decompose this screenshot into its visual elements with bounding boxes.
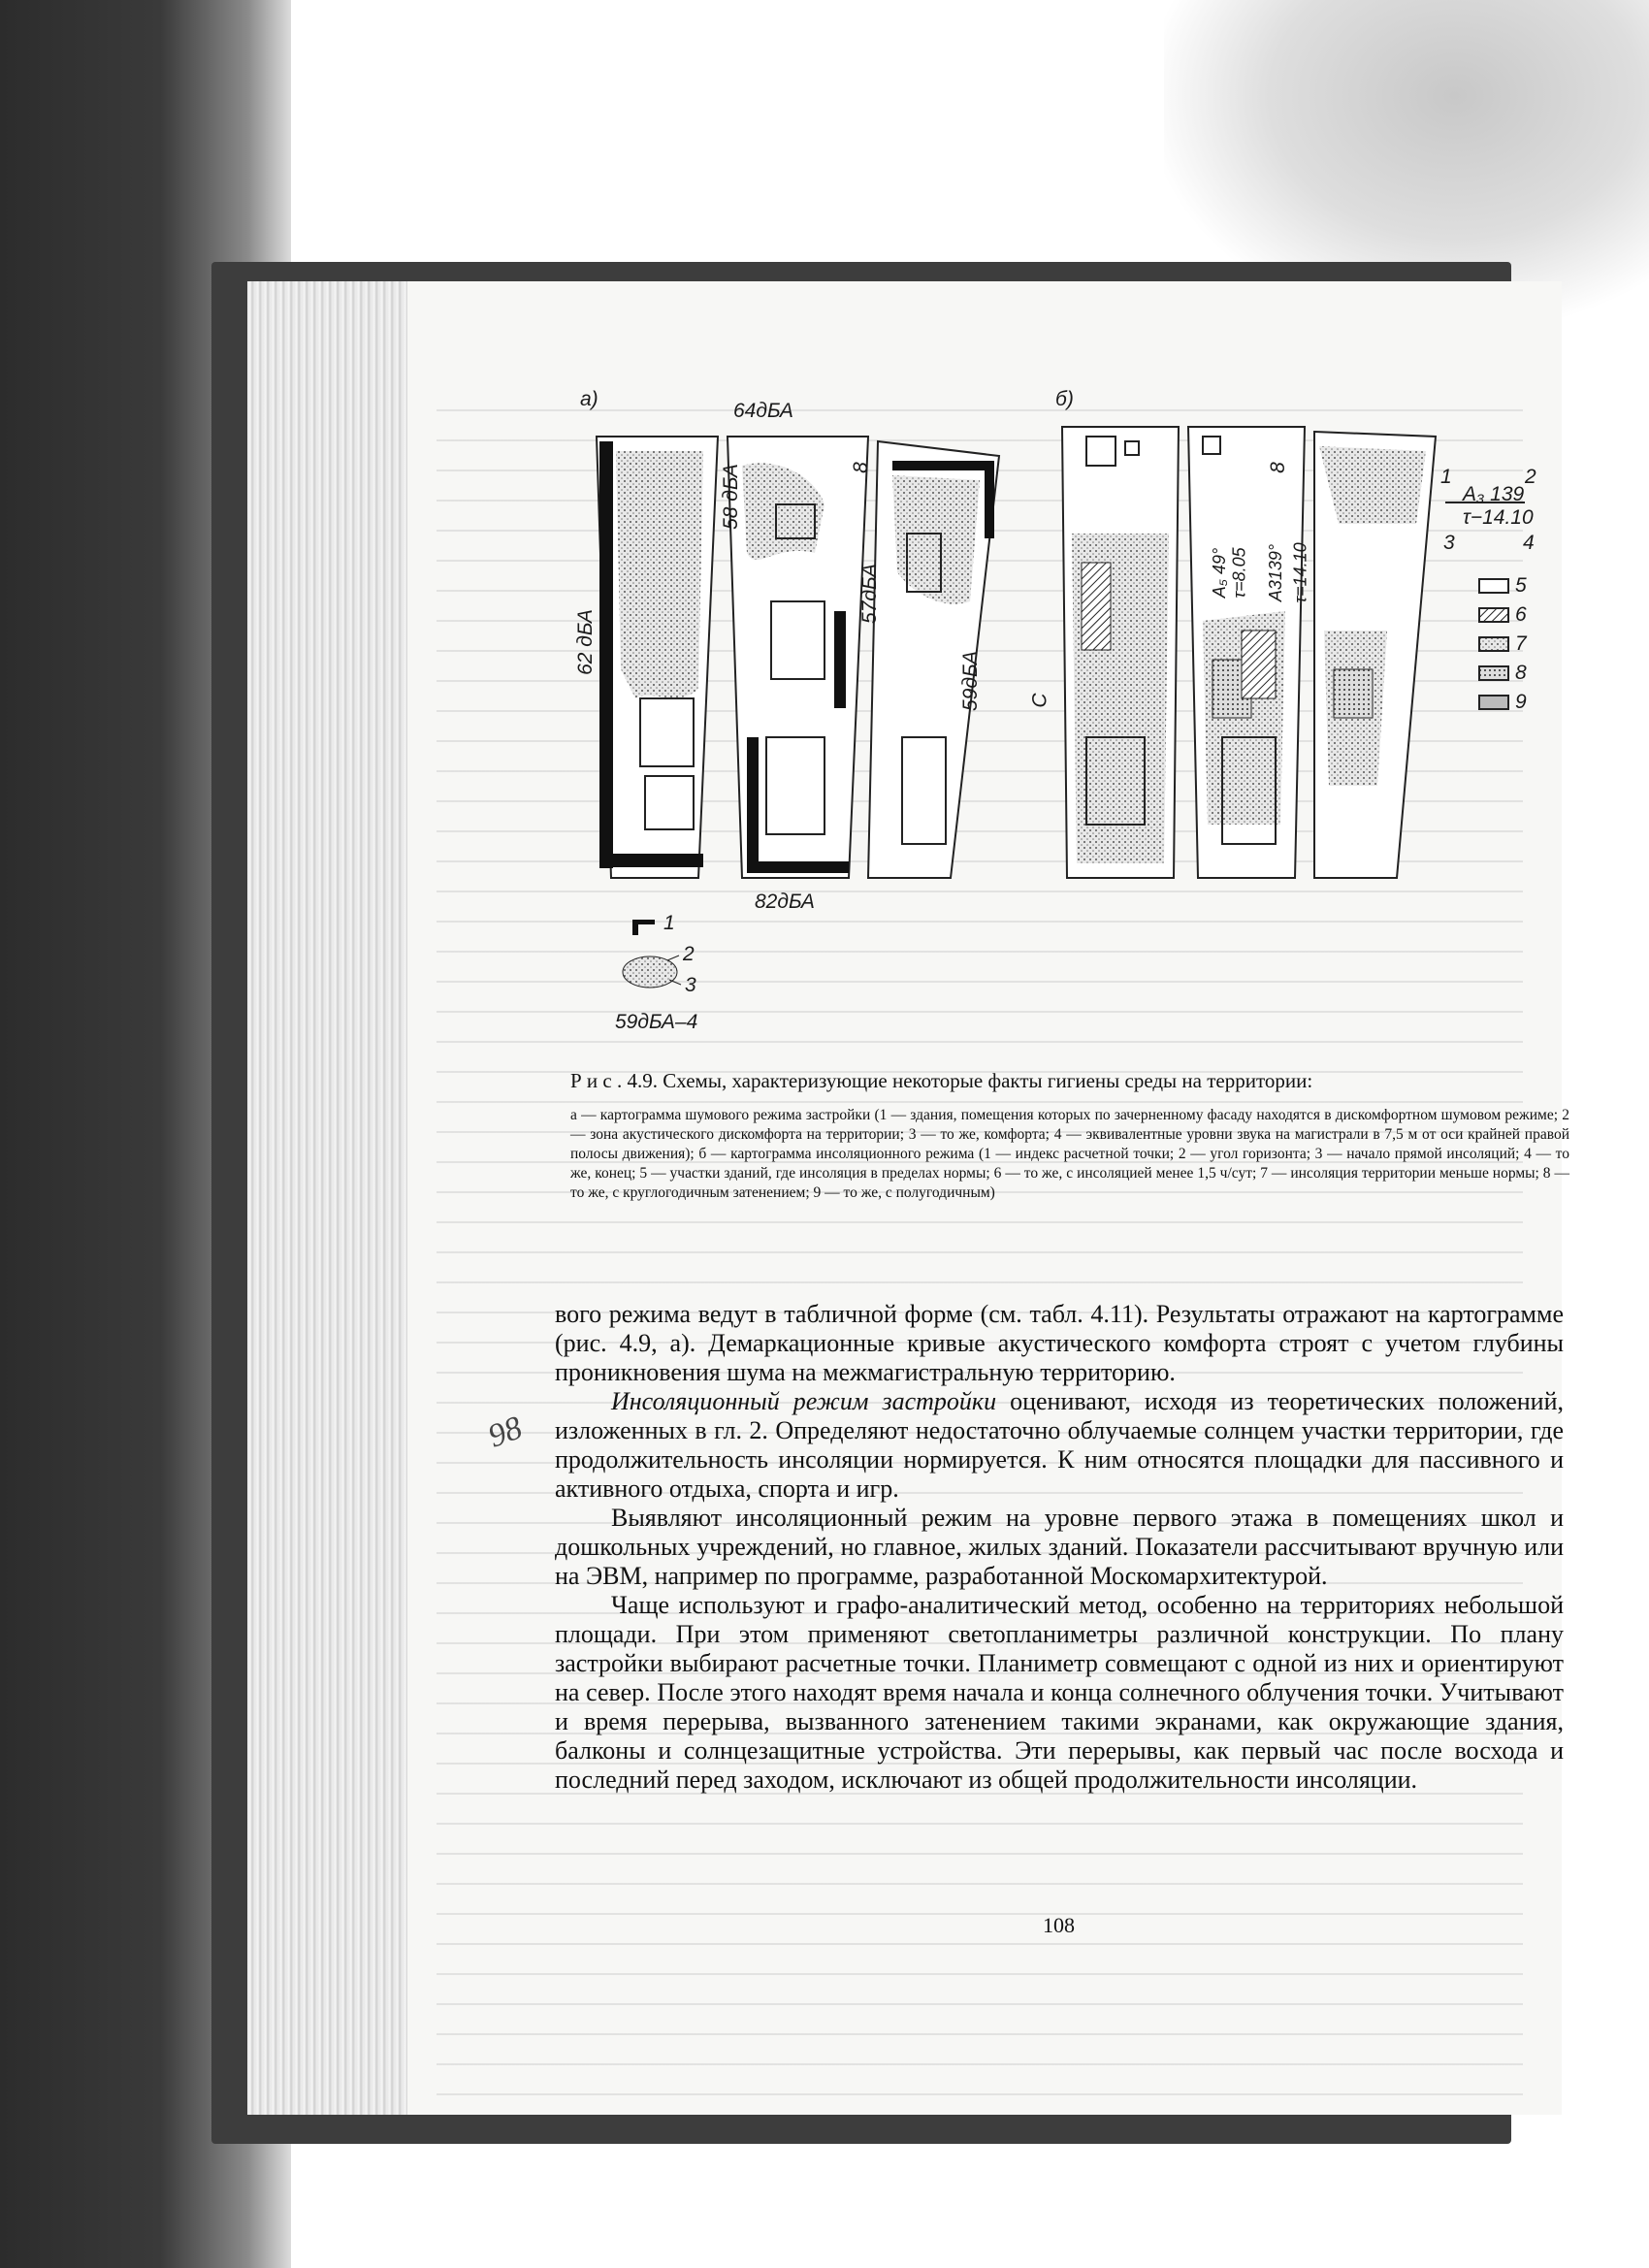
legend-b-n2: 2	[1525, 466, 1536, 488]
insolation-t1-label: τ=8.05	[1229, 547, 1249, 599]
legend-b-n1: 1	[1440, 466, 1452, 488]
legend-a-item-1: 1	[663, 912, 675, 934]
paragraph: вого режима ведут в табличной форме (см. табл. 4.11). Результаты отражают на картограмме (рис. 4.9, а). Демаркационные кривые акустического комфорта строят с учетом глубины проникновения шума на межмагистральную территорию.	[555, 1300, 1564, 1386]
legend-b-symbols	[1445, 502, 1525, 709]
body-text	[555, 1300, 1564, 1795]
page-number: 108	[1043, 1913, 1075, 1937]
legend-b-item-7: 7	[1515, 632, 1527, 655]
legend-a-item-2: 2	[683, 943, 695, 965]
noise-left-label: 62 дБА	[573, 609, 597, 675]
panel-b-blocks	[1062, 427, 1436, 878]
book-page	[407, 281, 1569, 2115]
legend-a-item-3: 3	[685, 974, 696, 996]
insolation-t2-label: τ=14.10	[1290, 542, 1310, 603]
insolation-a5-label: А₅ 49°	[1210, 547, 1230, 599]
legend-a-item-4: 59дБА–4	[615, 1011, 698, 1033]
north-label: С	[1028, 693, 1051, 708]
paragraph: Выявляют инсоляционный режим на уровне первого этажа в помещениях школ и дошкольных учреждений, но главное, жилых зданий. Показатели рассчитывают вручную или на ЭВМ, например по программе, разработанной Москомархитектурой.	[555, 1504, 1564, 1590]
page-edges	[247, 281, 412, 2115]
handwritten-margin-note: 98	[483, 1409, 528, 1455]
legend-b-n3: 3	[1443, 532, 1455, 554]
noise-top-label: 64дБА	[733, 400, 793, 422]
legend-b-a3: А₃ 139	[1463, 483, 1525, 505]
panel-a-blocks	[597, 437, 999, 878]
figure-a-label: а)	[580, 388, 598, 410]
legend-b-t: τ−14.10	[1463, 506, 1534, 529]
legend-b-item-5: 5	[1515, 574, 1527, 597]
noise-right-street-label: 57дБА	[857, 564, 881, 624]
noise-bottom-label: 82дБА	[755, 891, 815, 913]
legend-b-n4: 4	[1523, 532, 1535, 554]
figure-b-label: б)	[1055, 388, 1074, 410]
paragraph: Чаще используют и графо-аналитический метод, особенно на территориях небольшой площади. При этом применяют светопланиметры различной конструкции. По плану застройки выбирают расчетные точки. Планиметр совмещают с одной из них и ориентируют на север. После этого находят время начала и конца солнечного облучения точки. Учитывают и время перерыва, вызванного затенением такими экранами, как окружающие здания, балконы и солнцезащитные устройства. Эти перерывы, как первый час после восхода и последний перед заходом, исключают из общей продолжительности инсоляции.	[555, 1591, 1564, 1794]
legend-b-item-8: 8	[1515, 662, 1527, 684]
insolation-a3-label: А3139°	[1266, 543, 1286, 602]
legend-b-item-9: 9	[1515, 691, 1527, 713]
paragraph-text: оценивают, исходя из теоретических положений, изложенных в гл. 2. Определяют недостаточно облучаемые солнцем участки территории, где продолжительность инсоляции нормируется. К ним относятся площадки для пассивного и активного отдыха, спорта и игр.	[555, 1387, 1565, 1503]
paragraph	[555, 1387, 1564, 1504]
block-number-label: 8	[849, 462, 872, 473]
noise-street-label: 58 дБА	[719, 464, 742, 530]
block-number-label: 8	[1266, 462, 1289, 473]
emphasis-term: Инсоляционный режим застройки	[611, 1387, 997, 1415]
figure-caption-body: а — картограмма шумового режима застройки (1 — здания, помещения которых по зачерненному фасаду находятся в дискомфортном шумовом режиме; 2 — зона акустического дискомфорта на территории; 3 — то же, комфорта; 4 — эквивалентные уровни звука на магистрали в 7,5 м от оси крайней правой полосы движения); б — картограмма инсоляционного режима (1 — индекс расчетной точки; 2 — угол горизонта; 3 — начало прямой инсоляций; 4 — то же, конец; 5 — участки зданий, где инсоляция в пределах нормы; 6 — то же, с инсоляцией менее 1,5 ч/сут; 7 — инсоляция территории меньше нормы; 8 — то же, с круглогодичным затенением; 9 — то же, с полугодичным)	[570, 1107, 1569, 1201]
legend-b-item-6: 6	[1515, 603, 1527, 626]
figure-caption-title: Р и с . 4.9. Схемы, характеризующие некоторые факты гигиены среды на территории:	[570, 1069, 1313, 1092]
noise-right-label: 59дБА	[958, 651, 982, 711]
